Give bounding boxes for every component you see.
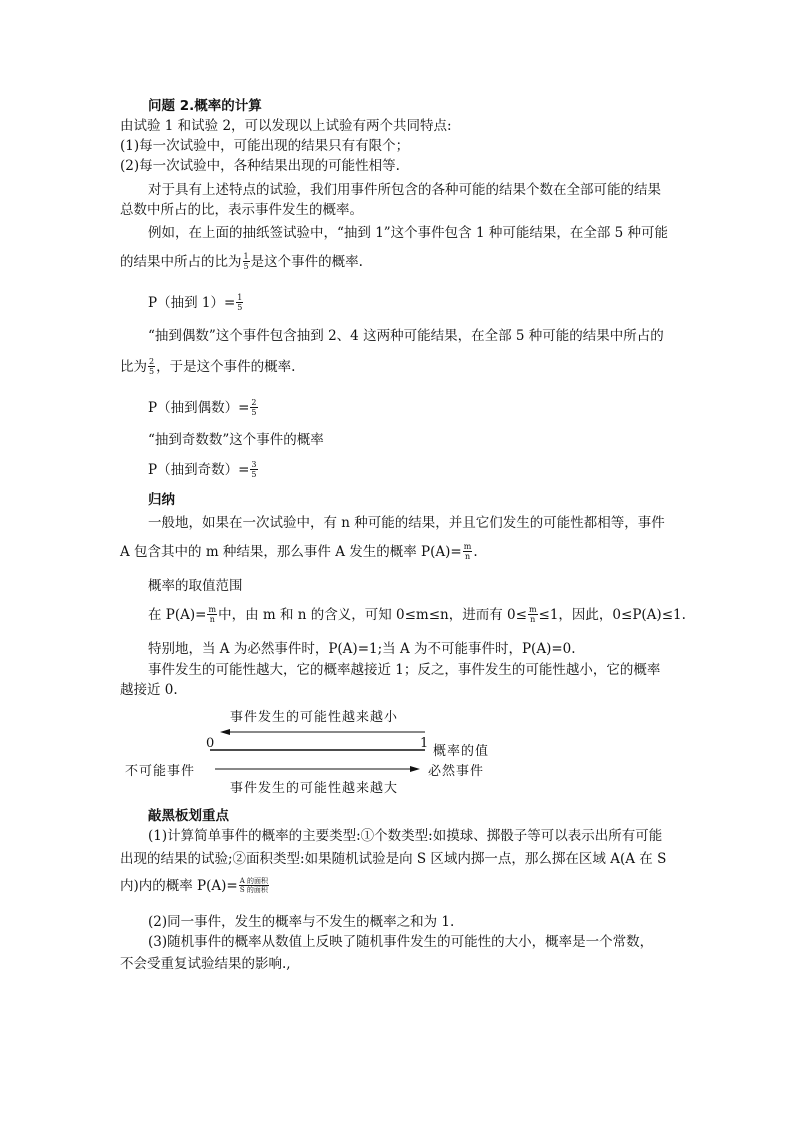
diagram-bottom-label: 事件发生的可能性越来越大 — [230, 781, 399, 796]
key-point-1-line-1: (1)计算简单事件的概率的主要类型:①个数类型:如摸球、掷骰子等可以表示出所有可能 — [148, 828, 663, 844]
closeness-line-1: 事件发生的可能性越大，它的概率越接近 1；反之，事件发生的可能性越小，它的概率 — [148, 662, 661, 678]
fraction-area: $\frac{\text{A 的面积}}{\text{S 的面积}}$ — [239, 877, 269, 894]
definition-line-2: 总数中所占的比，表示事件发生的概率。 — [120, 202, 363, 218]
probability-number-line-diagram — [120, 700, 520, 800]
key-point-3-line-1: (3)随机事件的概率从数值上反映了随机事件发生的可能性的大小，概率是一个常数， — [148, 934, 654, 950]
fraction-m-n-b: $\frac{m}{n}$ — [208, 605, 217, 624]
example-text-post: 是这个事件的概率. — [250, 254, 363, 270]
heading-key-points: 敲黑板划重点 — [148, 808, 229, 824]
key-point-1-line-3: 内)内的概率 P(A)= $\frac{\text{A 的面积}}{\text{S 的面积}}$ — [120, 877, 269, 894]
example-line-2 — [120, 253, 680, 272]
fraction-m-n: $\frac{m}{n}$ — [463, 542, 472, 561]
feature-2: (2)每一次试验中，各种结果出现的可能性相等. — [120, 158, 400, 174]
formula-p-even: P（抽到偶数）= $\frac{2}{5}$ — [148, 398, 257, 417]
fraction-m-n-c: $\frac{m}{n}$ — [528, 605, 537, 624]
fraction-1-5-b: $\frac{1}{5}$ — [237, 293, 243, 312]
section-title: 问题 2.概率的计算 — [148, 98, 262, 114]
range-line: 在 P(A)= $\frac{m}{n}$ 中，由 m 和 n 的含义，可知 0≤m≤n，进而有 0≤ $\frac{m}{n}$ ≤1，因此，0≤P(A)≤1. — [148, 605, 686, 624]
fraction-2-5-b: $\frac{2}{5}$ — [251, 398, 257, 417]
summary-line-2: A 包含其中的 m 种结果，那么事件 A 发生的概率 P(A)= $\frac{m}{n}$ . — [120, 542, 478, 561]
heading-summary: 归纳 — [148, 492, 175, 508]
fraction-1-5: $\frac{1}{5}$ — [243, 252, 249, 271]
arrow-right-head-icon — [410, 766, 420, 772]
diagram-top-label: 事件发生的可能性越来越小 — [230, 710, 399, 725]
key-point-2: (2)同一事件，发生的概率与不发生的概率之和为 1. — [148, 914, 455, 930]
key-point-3-line-2: 不会受重复试验结果的影响., — [120, 956, 291, 972]
summary-line-1: 一般地，如果在一次试验中，有 n 种可能的结果，并且它们发生的可能性都相等，事件 — [148, 515, 665, 531]
diagram-certain: 必然事件 — [428, 764, 485, 779]
key-point-1-line-2: 出现的结果的试验;②面积类型:如果随机试验是向 S 区域内掷一点，那么掷在区域 A(A 在 S — [120, 851, 667, 867]
closeness-line-2: 越接近 0. — [120, 682, 178, 698]
formula-p-draw-1: P（抽到 1）= $\frac{1}{5}$ — [148, 293, 243, 312]
special-case-line: 特别地，当 A 为必然事件时，P(A)=1;当 A 为不可能事件时，P(A)=0. — [148, 641, 576, 657]
example-line-1: 例如，在上面的抽纸签试验中，“抽到 1”这个事件包含 1 种可能结果，在全部 5 种可能 — [148, 225, 669, 241]
diagram-impossible: 不可能事件 — [125, 764, 196, 779]
diagram-value-label: 概率的值 — [433, 744, 490, 759]
fraction-2-5: $\frac{2}{5}$ — [149, 357, 155, 376]
even-line-1: “抽到偶数”这个事件包含抽到 2、4 这两种可能结果，在全部 5 种可能的结果中所占的 — [148, 328, 664, 344]
diagram-one: 1 — [420, 736, 429, 751]
formula-p-odd: P（抽到奇数）= $\frac{3}{5}$ — [148, 460, 257, 479]
example-text-pre: 的结果中所占的比为 — [120, 254, 242, 270]
range-heading: 概率的取值范围 — [148, 578, 243, 594]
arrow-left-head-icon — [220, 729, 230, 735]
odd-line: “抽到奇数数”这个事件的概率 — [148, 432, 324, 448]
feature-1: (1)每一次试验中，可能出现的结果只有有限个； — [120, 138, 410, 154]
paragraph-intro: 由试验 1 和试验 2，可以发现以上试验有两个共同特点: — [120, 118, 452, 134]
fraction-3-5: $\frac{3}{5}$ — [251, 460, 257, 479]
diagram-zero: 0 — [206, 736, 215, 751]
even-line-2: 比为 $\frac{2}{5}$ ，于是这个事件的概率. — [120, 357, 296, 376]
definition-line-1: 对于具有上述特点的试验，我们用事件所包含的各种可能的结果个数在全部可能的结果 — [148, 182, 661, 198]
